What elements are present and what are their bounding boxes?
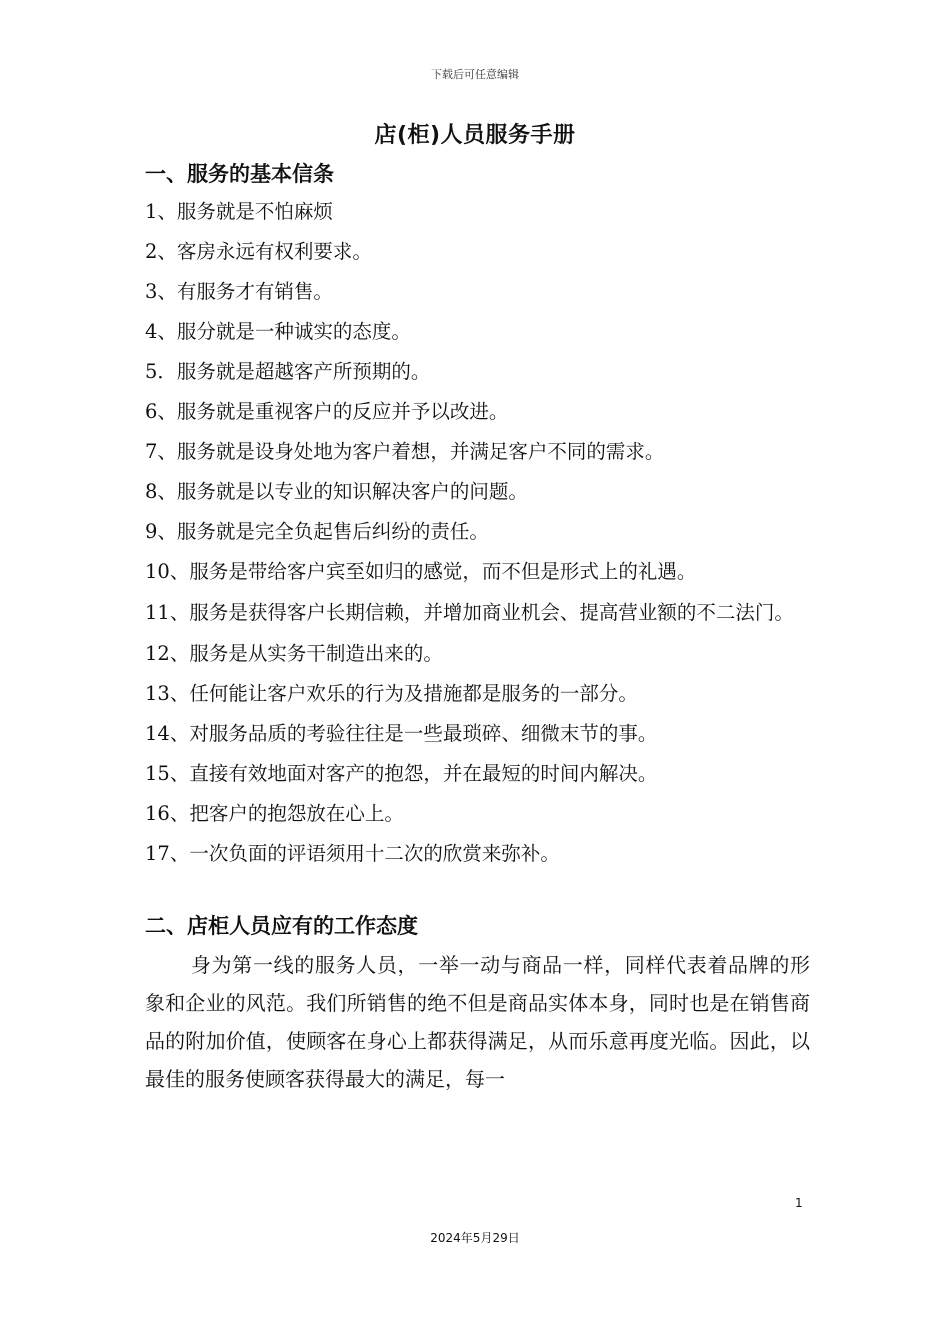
list-item: 2、客房永远有权利要求。	[145, 240, 372, 263]
body-paragraph: 身为第一线的服务人员，一举一动与商品一样，同样代表着品牌的形象和企业的风范。我们所销售的绝不但是商品实体本身，同时也是在销售商品的附加价值，使顾客在身心上都获得满足，从而乐意再度光临。因此，以最佳的服务使顾客获得最大的满足，每一	[145, 953, 810, 1091]
document-title: 店(柜)人员服务手册	[374, 123, 576, 148]
list-item: 17、一次负面的评语须用十二次的欣赏来弥补。	[145, 842, 560, 865]
footer-date: 2024年5月29日	[430, 1231, 520, 1245]
section-heading-work-attitude: 二、店柜人员应有的工作态度	[145, 914, 418, 938]
list-item: 1、服务就是不怕麻烦	[145, 200, 333, 223]
list-item: 5．服务就是超越客产所预期的。	[145, 360, 431, 383]
list-item: 8、服务就是以专业的知识解决客户的问题。	[145, 480, 528, 503]
beliefs-list	[145, 192, 810, 874]
list-item: 6、服务就是重视客户的反应并予以改进。	[145, 400, 509, 423]
section-spacer	[145, 874, 810, 908]
list-item: 4、服分就是一种诚实的态度。	[145, 320, 411, 343]
list-item: 10、服务是带给客户宾至如归的感觉，而不但是形式上的礼遇。	[145, 560, 697, 583]
list-item: 14、对服务品质的考验往往是一些最琐碎、细微末节的事。	[145, 722, 658, 745]
list-item: 15、直接有效地面对客产的抱怨，并在最短的时间内解决。	[145, 762, 658, 785]
list-item: 12、服务是从实务干制造出来的。	[145, 642, 443, 665]
page-number: 1	[795, 1196, 803, 1210]
section-heading-basic-beliefs: 一、服务的基本信条	[145, 162, 334, 186]
list-item: 7、服务就是设身处地为客户着想，并满足客户不同的需求。	[145, 440, 665, 463]
page-header: 下载后可任意编辑	[431, 68, 519, 81]
list-item: 9、服务就是完全负起售后纠纷的责任。	[145, 520, 489, 543]
list-item: 16、把客户的抱怨放在心上。	[145, 802, 404, 825]
list-item: 11、服务是获得客户长期信赖，并增加商业机会、提高营业额的不二法门。	[145, 601, 794, 624]
list-item: 3、有服务才有销售。	[145, 280, 333, 303]
list-item: 13、任何能让客户欢乐的行为及措施都是服务的一部分。	[145, 682, 638, 705]
document-body	[145, 156, 810, 1098]
